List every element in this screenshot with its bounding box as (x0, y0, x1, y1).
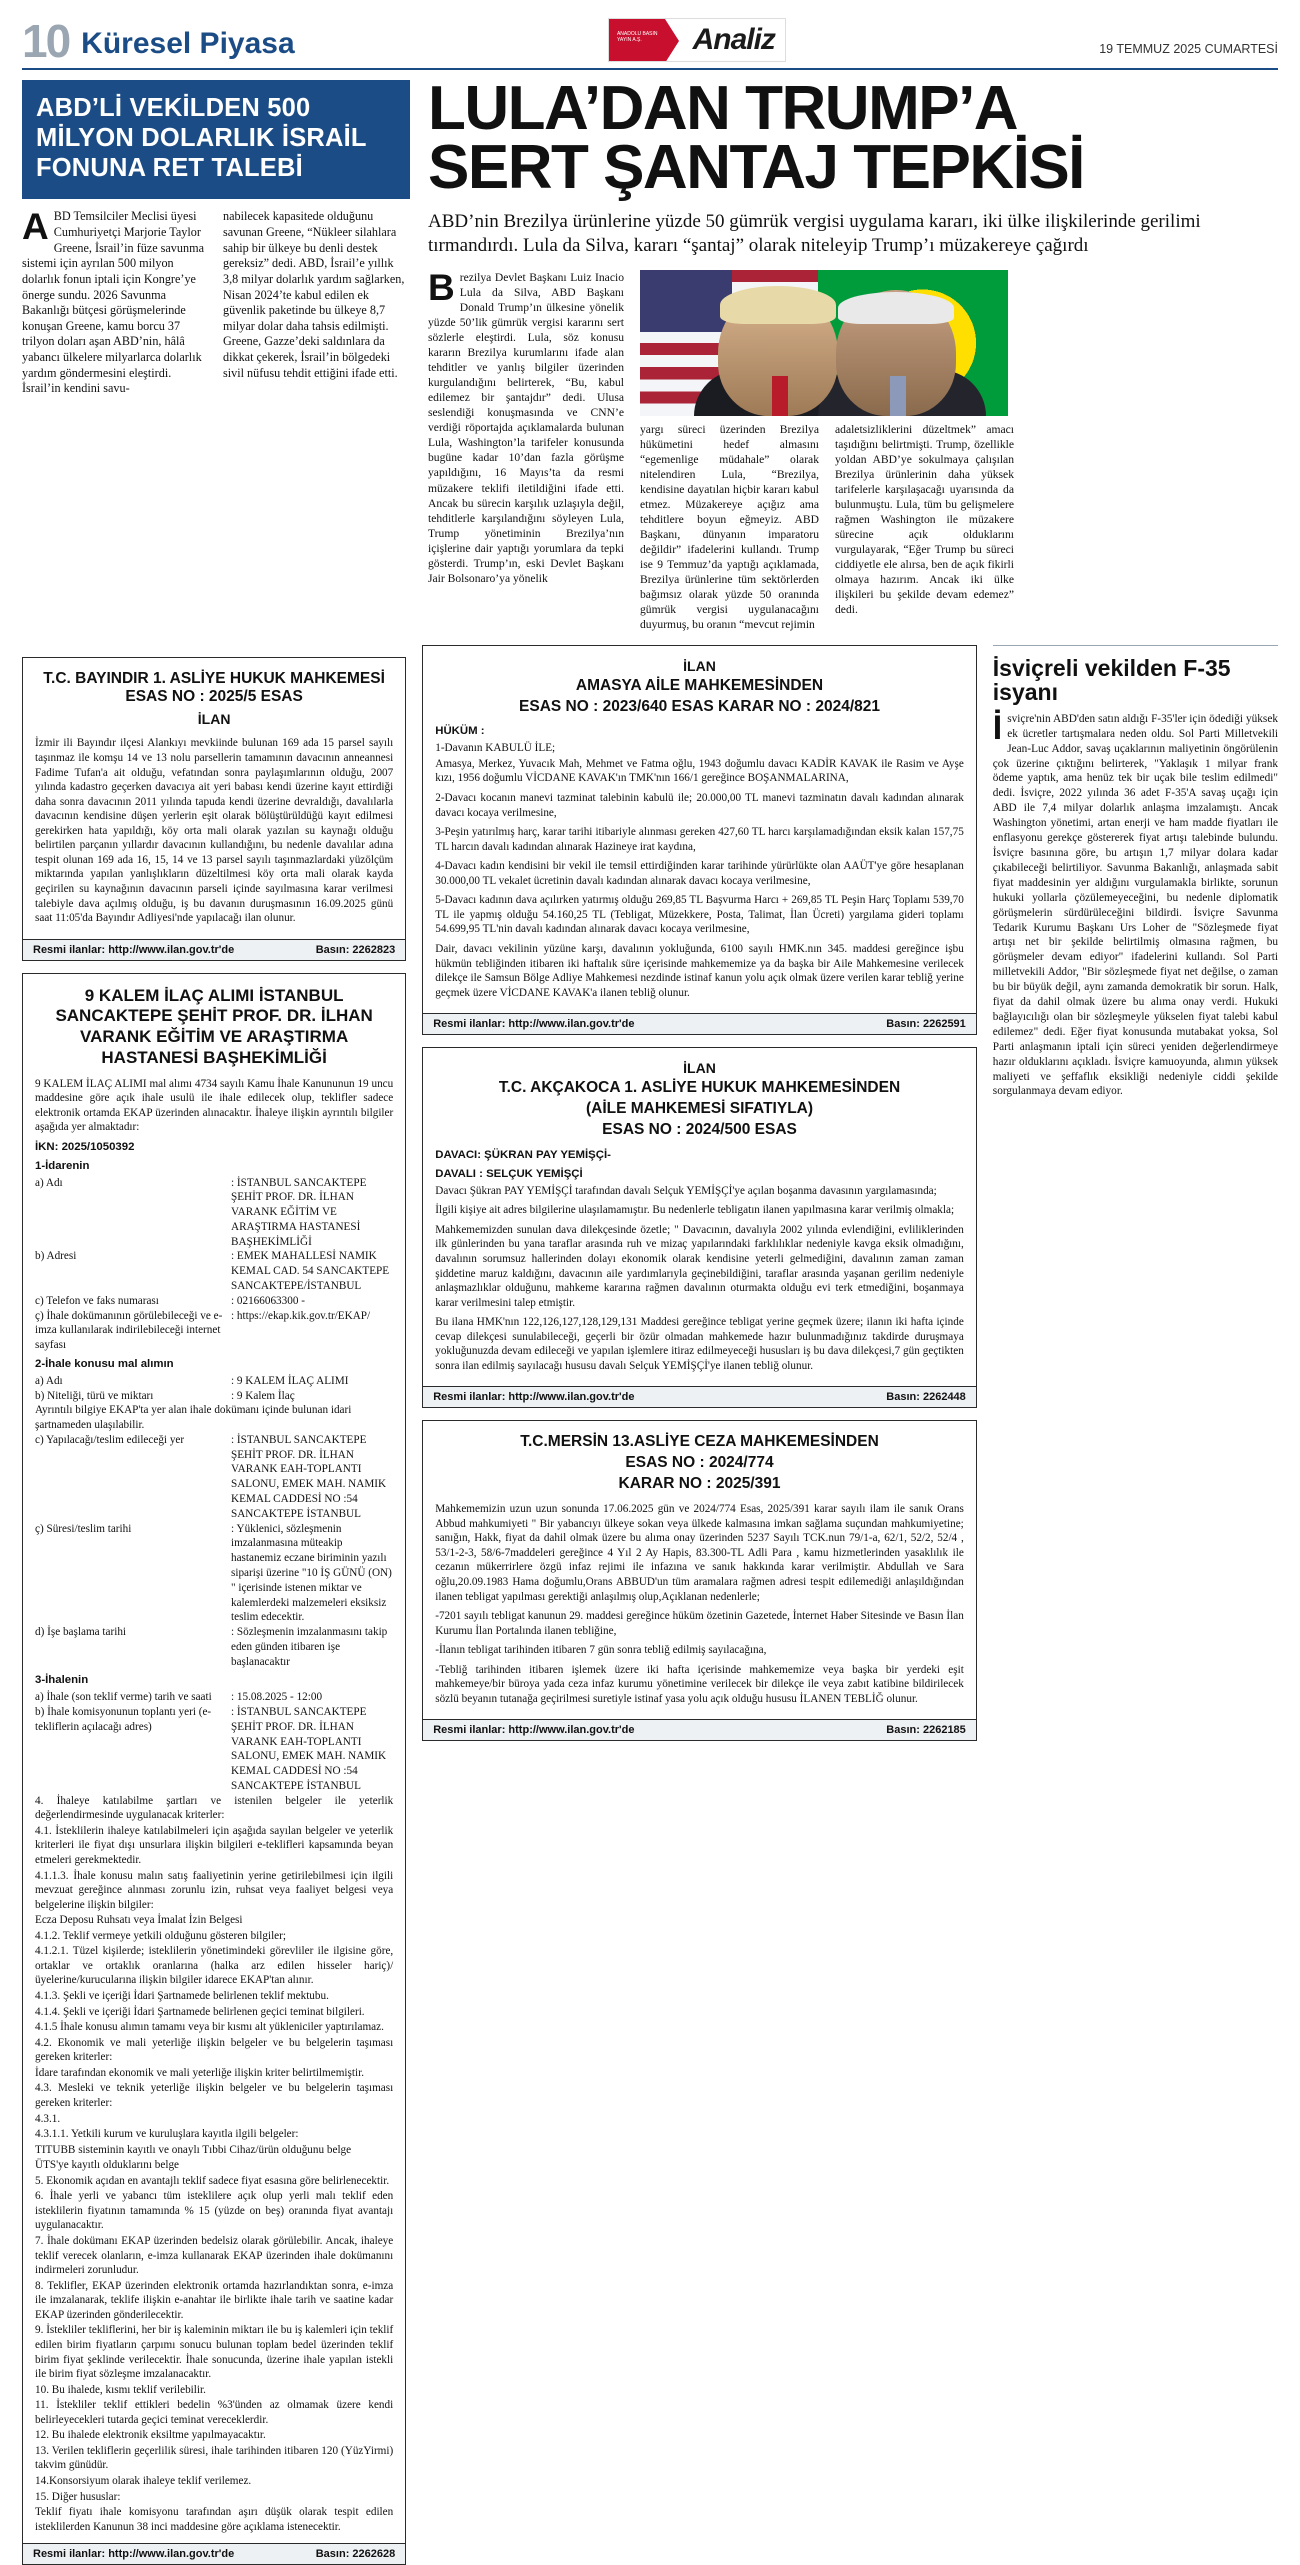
lead-body (22, 206, 410, 396)
notice-ilac-item: 15. Diğer hususlar: (35, 2490, 121, 2503)
kv-value: : İSTANBUL SANCAKTEPE ŞEHİT PROF. DR. İLHAN VARANK EAH-TOPLANTI SALONU, EMEK MAH. NAMIK KEMAL CADDESİ NO :54 SANCAKTEPE İSTANBUL (231, 1706, 387, 1792)
notice-ilac-item: 4.1.2.1. Tüzel kişilerde; isteklilerin yönetimindeki görevliler ile ilgisine göre, ortaklar ve ortaklık oranlarına (halka arz edilen hisseler hariç)/üyelerine/kurucularına ilişkin bilgiler idarece EKAP'tan alınır. (35, 1945, 394, 1987)
notice-bayindir-url[interactable]: Resmi ilanlar: http://www.ilan.gov.tr'de (33, 943, 235, 956)
notice-bayindir (22, 657, 406, 961)
notice-mersin-title-3: KARAR NO : 2025/391 (618, 1475, 781, 1493)
notices-section (22, 645, 1278, 2565)
top-section (22, 74, 1278, 633)
main-story-text-2: yargı süreci üzerinden Brezilya hükümetini hedef almasını “egemenlige müdahale” olarak nitelendiren Lula, “Brezilya, kendisine dayatılan hiçbir kararı kabul etmez. Müzakereye açığız ama tehditlere boyun eğmeyiz. ABD Başkanı, dünyanın imparatoru değildir” ifadelerini kullandı. Trump ise 9 Temmuz’da yaptığı açıklamada, Brezilya ürünlerine tüm sektörlerden bağımsız olarak yüzde 50 oranında gümrük vergisi uygulanacağını duyurmuş, bu oranın “mevcut rejimin (640, 422, 819, 632)
side-story-body: İsviçre'nin ABD'den satın aldığı F-35'ler için ödediği yüksek ek ücretler tartışmalara neden oldu. Sol Parti Milletvekili Jean-Luc Addor, savaş uçaklarının maliyetinin öngörülenin çok üzerine çıktığını belirterek, "Yaklaşık 1 milyar frank ödeme yaptık, ama henüz tek bir uçak bile teslim edilmedi" dedi. İsviçre, 2022 yılında 36 adet F-35'A savaş uçağı için ABD ile 7,4 milyar dolarlık anlaşma imzalamıştı. Ancak Washington yönetimi, artan enerji ve ham madde fiyatları ile enflasyonu gerekçe göstererek fiyat artışı talebinde bulundu. İsviçre basınına göre, bu artışın 1,7 milyar dolara kadar çıkabileceği belirtiliyor. Savunma Bakanlığı, anlaşmada sabit fiyat maddesinin yer aldığını vurgulamakla birlikte, sorunun hukuki yollarla çözülemeyeceğini, bu nedenle diplomatik görüşmelerin sürdürüleceğini bildirdi. İsviçre Savunma Tedarik Kurumu Başkanı Urs Loher de "Sözleşmede fiyat artışı net bir şekilde belirtilmiş olmasına rağmen, bu görüşmeler devam ediyor" ifadelerini kullandı. Sol Parti milletvekili Addor, "Bir sözleşmede fiyat net değilse, o zaman bu bir büyük değil, aynı zamanda demokratik bir sorun. Halk, fiyat da dahil olmak üzere bu alıma onay verdi. Hukuki bağlayıcılığı olan bir sözleşmeyle yükselen fiyat talebi kabul edilemez" dedi. Eğer fiyat konusunda mutabakat yoksa, Sol Parti anlaşmanın iptali için süreci yeniden değerlendirmeye hazır olduklarını açıkladı. İsviçre kamuoyunda, alımın yüksek maliyeti ve şeffaflık eksikliği nedeniyle ciddi şekilde sorgulanmaya devam ediyor. (992, 708, 1278, 1098)
kv-key: b) Niteliği, türü ve miktarı (35, 1389, 154, 1402)
notice-mersin-footer (423, 1719, 976, 1740)
kv-key: c) Telefon ve faks numarası (35, 1294, 159, 1307)
notice-ilac-item: 4.2. Ekonomik ve mali yeterliğe ilişkin belgeler ve bu belgelerin taşıması gereken kriterler: (35, 2036, 394, 2064)
notice-akcakoca-footer (423, 1386, 976, 1407)
notice-akcakoca-body: Mahkememizden sunulan dava dilekçesinde özetle; " Davacının, davalıyla 2002 yılında evlendiğini, evliliklerinden ilk günlerinden bu yana taraflar arasında ruh ve mizaç yapılarındaki farklılıklar nedeniyle kavga eksik olmadığını, davalının sorumsuz hallerinden dolayı ekonomik olarak kendisine yeterli gelmediğini, davalının zaman zaman şiddetine maruz kaldığını, davacının aile yardımlarıyla geçinebildiğini, taraflar arasında yaşanan gerilim nedeniyle anlaşmazlıklar olduğunu, mahkeme kararına rağmen davalının oturmakta olduğu evi terk etmediğini, boşanmaya karar verilmesini talep etmiştir. (435, 1223, 964, 1309)
main-headline-line1: LULA’DAN TRUMP’A (428, 74, 1018, 143)
notice-amasya-item: Dair, davacı vekilinin yüzüne karşı, davalının yokluğunda, 6100 sayılı HMK.nın 345. maddesi gereğince işbu hükmün tebliğinden itibaren iki haftalık süre içerisinde mahkememize ya da başka bir Aile Mahkemesine verilecek dilekçe ile Samsun Bölge Adliye Mahkemesi nezdinde istinaf kanun yolu açık olmak üzere verilen karar tebliğ yerine geçmek üzere VİCDANE KAVAK'a ilanen tebliğ olunur. (435, 943, 964, 999)
main-story-columns (428, 266, 1278, 633)
lead-body-col-2: nabilecek kapasitede olduğunu savunan Greene, “Nükleer silahlara sahip bir ülkeye bu denli destek gereksiz” dedi. ABD, İsrail’e yıllık 3,8 milyar dolarlık yardım sağlarken, Nisan 2024’te kabul edilen ek güvenlik paketinde bu ülkeye 8,7 milyar dolar daha tahsis edilmişti. Greene, Gazze’deki saldınlara da dikkat çekerek, İsrail’in bölgedeki sivil nüfusu tehdit ettiğini ifade etti. (223, 209, 405, 380)
kv-value: : 02166063300 - (231, 1294, 305, 1307)
notice-ilac-item: 12. Bu ihalede elektronik eksiltme yapılmayacaktır. (35, 2429, 266, 2442)
notice-ilac-item: 4.1.5 İhale konusu alımın tamamı veya bir kısmı alt yükleniciler yaptırılamaz. (35, 2021, 384, 2034)
kv-key: d) İşe başlama tarihi (35, 1626, 127, 1639)
notice-akcakoca-body: Bu ilana HMK'nın 122,126,127,128,129,131 Maddesi gereğince tebligat yerine geçmek üzere; ilanın iki hafta içinde cevap dilekçesi sunulabileceği, geçerli bir özür olmadan mahkemede hazır bulunmadığınız takdirde duruşmaya yokluğunuzda devam edileceği ve yapılan işlemlere itiraz edilmeyeceği hususları iş bu dava dilekçesi,7 gün geçtikten sonra ilan edilmiş sayılacağı hususu davalı Selçuk YEMİŞÇİ'ye ilanen tebliğ olunur. (435, 1316, 964, 1372)
notice-ilac-alimi (22, 973, 406, 2565)
notice-amasya (422, 645, 977, 1036)
logo-small-text: ANADOLU BASIN YAYIN A.Ş. (616, 31, 658, 44)
notice-mersin-url[interactable]: Resmi ilanlar: http://www.ilan.gov.tr'de (433, 1724, 635, 1737)
notice-bayindir-title: T.C. BAYINDIR 1. ASLİYE HUKUK MAHKEMESİ ESAS NO : 2025/5 ESAS (43, 669, 385, 706)
side-story-headline: İsviçreli vekilden F-35 isyanı (992, 654, 1231, 705)
lead-body-col-1: ABD Temsilciler Meclisi üyesi Cumhuriyetçi Marjorie Taylor Greene, İsrail’in füze savunma sistemi için ayrılan 500 milyon dolarlık fonun iptali için Kongre’ye önerge sundu. 2026 Savunma Bakanlığı bütçesi görüşmelerinde konuşan Greene, kamu borcu 37 trilyon doları aşan ABD’nin, hâlâ yabancı ülkelere milyarlarca dolarlık yardım göndermesini eleştirdi. İsrail’in kendini savu- (22, 206, 204, 396)
lula-hair-shape (838, 292, 954, 324)
notice-ilac-item: 10. Bu ihalede, kısmı teklif verilebilir. (35, 2383, 206, 2396)
kv-value: : İSTANBUL SANCAKTEPE ŞEHİT PROF. DR. İLHAN VARANK EAH-TOPLANTI SALONU, EMEK MAH. NAMIK KEMAL CADDESİ NO :54 SANCAKTEPE İSTANBUL (231, 1433, 387, 1520)
notice-amasya-title-3: ESAS NO : 2023/640 ESAS KARAR NO : 2024/821 (519, 697, 880, 715)
notice-ilac-item: 6. İhale yerli ve yabancı tüm isteklilere açık olup yerli malı teklif eden isteklilerin fiyatının tamamında % 15 (yüzde on beş) oranında fiyat avantajı uygulanacaktır. (35, 2190, 394, 2232)
notice-akcakoca-title-4: ESAS NO : 2024/500 ESAS (602, 1121, 797, 1139)
page-number: 10 (22, 14, 70, 67)
notice-mersin-title-2: ESAS NO : 2024/774 (625, 1454, 774, 1472)
notices-center-column (422, 645, 977, 1742)
kv-value: : 15.08.2025 - 12:00 (231, 1691, 323, 1704)
kv-value: : EMEK MAHALLESİ NAMIK KEMAL CAD. 54 SANCAKTEPE SANCAKTEPE/İSTANBUL (231, 1250, 390, 1293)
notice-bayindir-subtitle: İLAN (197, 711, 231, 728)
main-story-text-1: Brezilya Devlet Başkanı Luiz Inacio Lula da Silva, ABD Başkanı Donald Trump’ın ülkesine yönelik yüzde 50’lik gümrük vergisi kararını sert sözlerle eleştirdi. Lula, söz konusu kararın Brezilya kurumlarını ifade alan tehditler ve yanlış bilgiler üzerinden kurgulandığını belirterek, “Bu, kabul edilemez bir şantajdır” dedi. Ulusa seslendiği konuşmasında ve CNN’e verdiği röportajda açıklamalarda bulunan Lula, Washington’la tarifeler konusunda bugüne kadar 10’dan fazla görüşme yapıldığını, 16 Mayıs’ta da resmi müzakere teklifi iletildiğini ifade etti. Ancak bu sürecin karşılık uzlaşıyla değil, tehditlerle karşılandığını söyleyen Lula, Trump yönetiminin Brezilya’nın içişlerine dair yaptığı yorumlara da tepki gösterdi. Trump’ın, eski Devlet Başkanı Jair Bolsonaro’ya yönelik (428, 266, 624, 585)
notice-ilac-section-3: 3-İhalenin (35, 1674, 89, 1687)
notice-ilac-item: 4.1.3. Şekli ve içeriği İdari Şartnamede belirlenen teklif mektubu. (35, 1990, 329, 2003)
main-subheadline: ABD’nin Brezilya ürünlerine yüzde 50 gümrük vergisi uygulama kararı, iki ülke ilişkilerinde gerilimi tırmandırdı. Lula da Silva, kararı “şantaj” olarak niteleyip Trump’ı müzakereye çağırdı (428, 210, 1201, 256)
notice-bayindir-body: İzmir ili Bayındır ilçesi Alankıyı mevkiinde bulunan 169 ada 15 parsel sayılı taşınmaz ile komşu 14 ve 13 nolu parsellerin tamamının davacının anneannesi Fadime Tufan'a ait olduğu, vefatından sonra paylaşımlarının olduğu, 2007 yılında kadastro geçerken davacıya ait yeri babası kendi üzerine kayıt ettirdiği daha sonra davacının 2011 yılında tapuda kendi üzerine devraldığı, davalılarla davacının kendisine düşen yerlerin eşit olarak bölüştürüldüğü kayıt edilmesi gerekirken hata yapıldığı, köy orta mali olarak yazılan su kaynağı olduğu belirtilen parçanın yıllardır davacının kullandığını, bu nedenle davalılar adına tespit olunan 169 ada 16, 15, 14 ve 13 parsel sayılı taşınmazlardaki yüzölçüm miktarında yapılan yanlışlıkların düzeltilmesi köy orta mali olarak kayda geçirilen su kaynağının davacının parseli içinde sayılmasına karar verilmesi talebiyle dava açılmış olduğu, iş bu davanın duruşmasının 16.09.2025 günü saat 11:05'da Bayındır Adliyesi'nde yapılacağı ilan olunur. (35, 737, 394, 925)
logo-wrapper (307, 18, 1088, 62)
notice-amasya-title-2: AMASYA AİLE MAHKEMESİNDEN (575, 676, 824, 694)
notice-ilac-item: 13. Verilen tekliflerin geçerlilik süresi, ihale tarihinden itibaren 120 (YüzYirmi) takvim günüdür. (35, 2444, 394, 2472)
kv-key: b) İhale komisyonunun toplantı yeri (e-tekliflerin açılacağı adres) (35, 1706, 212, 1733)
notice-amasya-item: 2-Davacı kocanın manevi tazminat talebinin kabulü ile; 20.000,00 TL manevi tazminatın davalı kadından alınarak davacı kocaya verilmesine, (435, 791, 964, 819)
notice-ilac-url[interactable]: Resmi ilanlar: http://www.ilan.gov.tr'de (33, 2548, 235, 2561)
kv-key: ç) İhale dokümanının görülebileceği ve e-imza kullanılarak indirilebileceği internet sayfası (35, 1309, 223, 1352)
notice-mersin-basin: Basın: 2262185 (886, 1724, 966, 1737)
notice-akcakoca-url[interactable]: Resmi ilanlar: http://www.ilan.gov.tr'de (433, 1391, 635, 1404)
main-story-sub-columns (640, 422, 1014, 633)
logo-brand-text: Analiz (692, 23, 775, 56)
notice-ilac-title: 9 KALEM İLAÇ ALIMI İSTANBUL SANCAKTEPE ŞEHİT PROF. DR. İLHAN VARANK EĞİTİM VE ARAŞTIRMA HASTANESİ BAŞHEKİMLİĞİ (55, 985, 373, 1067)
notice-mersin (422, 1420, 977, 1741)
lead-headline: ABD’Lİ VEKİLDEN 500 MİLYON DOLARLIK İSRAİL FONUNA RET TALEBİ (36, 94, 367, 182)
notices-left-column (22, 645, 406, 2565)
kv-value: : İSTANBUL SANCAKTEPE ŞEHİT PROF. DR. İLHAN VARANK EĞİTİM VE ARAŞTIRMA HASTANESİ BAŞHEKİMLİĞİ (231, 1176, 367, 1248)
notice-ilac-footer (23, 2543, 405, 2564)
notice-amasya-item: Amasya, Merkez, Yuvacık Mah, Mehmet ve Fatma oğlu, 1943 doğumlu davacı KADİR KAVAK ile Rasim ve Ayşe kızı, 1956 doğumlu VİCDANE KAVAK'ın TMK'nın 166/1 gereğince BOŞANMALARINA, (435, 757, 964, 785)
notice-ilac-section-1: 1-İdarenin (35, 1159, 90, 1172)
kv-value: : Sözleşmenin imzalanmasını takip eden günden itibaren işe başlanacaktır (231, 1626, 388, 1668)
notice-akcakoca-davaci: DAVACI: ŞÜKRAN PAY YEMİŞÇİ- (435, 1149, 611, 1162)
main-story-photo-and-cols (640, 270, 1014, 633)
notice-akcakoca-basin: Basın: 2262448 (886, 1391, 966, 1404)
notice-ilac-section-2: 2-İhale konusu mal alımın (35, 1357, 174, 1370)
analiz-logo (608, 18, 786, 62)
main-story-text-3: adaletsizliklerini düzeltmek” amacı taşıdığını belirtmişti. Trump, özellikle yoldan ABD’ye sokulmaya çalışılan Brezilya ürünlerinin daha yüksek tarifelerle karşılaşacağı uyarısında da bulunmuştu. Lula, tüm bu gelişmelere rağmen Washington ile müzakere sürecine açık olduklarını vurgulayarak, “Eğer Trump bu süreci ciddiyetle ele alırsa, ben de açık fikirli olmaya hazırım. Ancak iki ülke ilişkileri bu şekilde devam edemez” dedi. (835, 422, 1014, 617)
notice-akcakoca-title-3: (AİLE MAHKEMESİ SIFATIYLA) (585, 1100, 814, 1118)
notice-akcakoca-title-1: İLAN (683, 1060, 716, 1077)
kv-key: b) Adresi (35, 1250, 77, 1263)
notice-akcakoca-davali: DAVALI : SELÇUK YEMİŞÇİ (435, 1167, 583, 1180)
notice-ilac-item: 14.Konsorsiyum olarak ihaleye teklif verilemez. (35, 2475, 252, 2488)
notice-ilac-item: 4.3.1.1. Yetkili kurum ve kuruluşlara kayıtla ilgili belgeler: (35, 2128, 299, 2141)
notice-ilac-item: 7. İhale dokümanı EKAP üzerinden bedelsiz olarak görülebilir. Ancak, ihaleye teklif verecek olanların, e-imza kullanarak EKAP üzerinden ihale dokümanını indirmeleri zorunludur. (35, 2235, 394, 2277)
notice-ilac-item: İdare tarafından ekonomik ve mali yeterliğe ilişkin kriter belirtilmemiştir. (35, 2066, 364, 2079)
notice-amasya-basin: Basın: 2262591 (886, 1018, 966, 1031)
kv-key: a) İhale (son teklif verme) tarih ve saati (35, 1691, 212, 1704)
notice-ilac-item: TITUBB sisteminin kayıtlı ve onaylı Tıbbi Cihaz/ürün olduğunu belge (35, 2143, 352, 2156)
trump-tie-shape (772, 376, 788, 416)
notice-mersin-title-1: T.C.MERSİN 13.ASLİYE CEZA MAHKEMESİNDEN (520, 1433, 879, 1451)
notice-ilac-item: 4.1.4. Şekli ve içeriği İdari Şartnamede belirlenen geçici teminat bilgileri. (35, 2005, 365, 2018)
notice-ilac-item: 4.3. Mesleki ve teknik yeterliğe ilişkin belgeler ve bu belgelerin taşıması gereken kriterler: (35, 2082, 394, 2109)
kv-value: : 9 Kalem İlaç (231, 1389, 295, 1402)
notice-ilac-item: 4.1.2. Teklif vermeye yetkili olduğunu gösteren bilgiler; (35, 1929, 286, 1942)
lead-article-column (22, 80, 410, 633)
notice-amasya-footer (423, 1013, 976, 1034)
main-headline-line2: SERT ŞANTAJ TEPKİSİ (428, 132, 1084, 202)
notice-akcakoca-body: Davacı Şükran PAY YEMİŞÇİ tarafından davalı Selçuk YEMİŞÇİ'ye açılan boşanma davasının yargılamasında; (435, 1184, 937, 1197)
main-article-column (428, 74, 1278, 633)
notice-amasya-item: 1-Davanın KABULÜ İLE; (435, 742, 556, 755)
notice-ilac-ikn: İKN: 2025/1050392 (35, 1140, 135, 1153)
notice-mersin-body: -Tebliğ tarihinden itibaren işlemek üzere iki hafta içerisinde mahkememize veya başka bir yerdeki eşit mahkemeye/bir büroya yada ceza infaz kurumu yönetimine verilecek bir dilekçe ile veya zabıt katibine bildirilecek sözlü beyanın tutanağa geçirilmesi suretiyle istinaf yasa yolu açık olduğu hususu İLANEN TEBLİĞ olunur. (435, 1663, 964, 1705)
notice-ilac-rows-2 (35, 1374, 393, 1670)
notice-ilac-item: Ecza Deposu Ruhsatı veya İmalat İzin Belgesi (35, 1914, 243, 1927)
notice-bayindir-basin: Basın: 2262823 (315, 943, 396, 956)
kv-key: ç) Süresi/teslim tarihi (35, 1522, 132, 1535)
notice-amasya-item: 3-Peşin yatırılmış harç, karar tarihi itibariyle alınması gereken 427,60 TL harcı karşılamadığından eksik kalan 157,75 TL harcın davalı kadından alınarak Hazineye irat kaydına, (435, 826, 964, 853)
masthead (22, 0, 1278, 67)
lula-tie-shape (890, 376, 906, 416)
kv-value: Ayrıntılı bilgiye EKAP'ta yer alan ihale dokümanı içinde bulunan idari şartnameden ulaşılabilir. (35, 1404, 352, 1432)
notice-mersin-body: -İlanın tebligat tarihinden itibaren 7 gün sonra tebliğ edilmiş sayılacağına, (435, 1644, 767, 1657)
trump-hair-shape (720, 286, 836, 324)
notice-ilac-item: 8. Teklifler, EKAP üzerinden elektronik ortamda hazırlandıktan sonra, e-imza ile imzalanarak, teklife ilişkin e-anahtar ile birlikte ihale tarih ve saatine kadar EKAP üzerinden gönderilecektir. (35, 2279, 394, 2321)
kv-key: c) Yapılacağı/teslim edileceği yer (35, 1433, 185, 1446)
notice-ilac-item: ÜTS'ye kayıtlı olduklarını belge (35, 2159, 180, 2172)
notice-mersin-body: Mahkememizin uzun uzun sonunda 17.06.2025 gün ve 2024/774 Esas, 2025/391 karar sayılı ilam ile sanık Orans Abbud mahkumiyeti " Bir yabancıyı ülkeye sokan veya ülkede kalmasına imkan sağlama suçundan mahkumiyetine; sanığın, Hakk, fiyat da dahil olmak üzere bu alıma onay üzerinden 5237 Sayılı TCK.nun 79/1-a, 62/1, 52/2, 52/4 , 53/1-2-3, 58/6-7maddeleri gereğince 4 Yıl 2 Ay Hapis, 83.300-TL Adli Para , kamu hizmetlerinden yasaklılık ile cezanın mükerrirlere özgü infaz rejimi ile infazına ve sanık hakkında karar verilmiştir. Abdullah ve Sara oğlu,20.09.1983 Hama doğumlu,Orans ABBUD'un tüm aramalara rağmen adresi tespit edilemediği anlaşıldığından ilanen tebligat yapılması gerektiği anlaşılmış olup,Açıklanan nedenlerle; (435, 1503, 964, 1603)
side-story-column (993, 645, 1278, 1100)
notice-ilac-item: 11. İstekliler teklif ettikleri bedelin %3'ünden az olmamak üzere kendi belirleyecekleri tutarda geçici teminat vereceklerdir. (35, 2399, 394, 2426)
lead-headline-box (22, 80, 410, 199)
notice-akcakoca-body: İlgili kişiye ait adres bilgilerine ulaşılamamıştır. Bu nedenlerle tebligatın ilanen yapılmasına karar verilmiş olmakla; (435, 1204, 955, 1217)
main-story-col-1 (428, 266, 624, 633)
notice-ilac-item: 4.3.1. (35, 2112, 61, 2125)
notice-amasya-item: 5-Davacı kadının dava açılırken yatırmış olduğu 269,85 TL Başvurma Harcı + 269,85 TL Peşin Harç Toplamı 539,70 TL ile yapmış olduğu 54.160,25 TL (Tebligat, Müzekkere, Posta, Talimat, İlan Ücreti) yargılama gideri toplamı 54.699,95 TL'nin davalı kadından alınarak davacı kocaya verilmesine, (435, 894, 964, 936)
publication-date: 19 TEMMUZ 2025 CUMARTESİ (1099, 42, 1278, 56)
notice-ilac-intro: 9 KALEM İLAÇ ALIMI mal alımı 4734 sayılı Kamu İhale Kanununun 19 uncu maddesine göre açık ihale usulü ile ihale edilecek olup, teklifler sadece elektronik ortamda EKAP üzerinden alınacaktır. İhaleye ilişkin ayrıntılı bilgiler aşağıda yer almaktadır: (35, 1077, 394, 1134)
kv-value: : https://ekap.kik.gov.tr/EKAP/ (231, 1309, 371, 1322)
notice-mersin-body: -7201 sayılı tebligat kanunun 29. maddesi gereğince hüküm özetinin Gazetede, İnternet Haber Sitesinde ve Basın İlan Kurumu İlan Portalında ilanen tebliğine, (435, 1610, 964, 1637)
trump-lula-photo (640, 270, 1008, 416)
notice-ilac-item: 9. İstekliler tekliflerini, her bir iş kaleminin miktarı ile bu iş kalemleri için teklif edilen birim fiyatların çarpımı sonucu bulunan toplam bedel üzerinden teklif birim fiyat şeklinde verilecektir. İhale sonucunda, üzerine ihale yapılan istekli ile birim fiyat sözleşme imzalanacaktır. (35, 2324, 394, 2381)
kv-value: : Yüklenici, sözleşmenin imzalanmasına müteakip hastanemiz eczane biriminin yazılı siparişi üzerine "10 İŞ GÜNÜ (ON) " içerisinde istenen miktar ve kalemlerdeki malzemeleri eksiksiz teslim edecektir. (231, 1522, 392, 1624)
notice-ilac-item: 5. Ekonomik açıdan en avantajlı teklif sadece fiyat esasına göre belirlenecektir. (35, 2174, 390, 2187)
notice-akcakoca-title-2: T.C. AKÇAKOCA 1. ASLİYE HUKUK MAHKEMESİNDEN (498, 1079, 901, 1097)
notice-bayindir-footer (23, 939, 405, 960)
notice-akcakoca (422, 1047, 977, 1408)
notice-ilac-item: 4. İhaleye katılabilme şartları ve istenilen belgeler ile yeterlik değerlendirmesinde uygulanacak kriterler: (35, 1794, 394, 1822)
kv-key: a) Adı (35, 1374, 63, 1387)
masthead-divider (22, 68, 1278, 70)
notice-amasya-url[interactable]: Resmi ilanlar: http://www.ilan.gov.tr'de (433, 1018, 635, 1031)
kv-value: : 9 KALEM İLAÇ ALIMI (231, 1374, 349, 1387)
side-story-top-rule (993, 645, 1278, 646)
notice-ilac-item: Teklif fiyatı ihale komisyonu tarafından aşırı düşük olarak tespit edilen isteklilerden Kanunun 38 inci maddesine göre açıklama istenecektir. (35, 2506, 394, 2533)
notice-ilac-item: 4.1.1.3. İhale konusu malın satış faaliyetinin yerine getirilebilmesi için ilgili mevzuat gereğince alınması zorunlu izin, ruhsat veya faaliyet belgesi veya belgelerine ilişkin bilgiler: (35, 1869, 394, 1911)
notice-ilac-item: 4.1. İsteklilerin ihaleye katılabilmeleri için aşağıda sayılan belgeler ve yeterlik kriterleri ile fiyat dışı unsurlara ilişkin bilgileri e-teklifleri kapsamında beyan etmeleri gerekmektedir. (35, 1824, 394, 1866)
notice-ilac-rows-1 (35, 1176, 393, 1353)
notice-ilac-rows-3 (35, 1690, 393, 1793)
notice-amasya-item: 4-Davacı kadın kendisini bir vekil ile temsil ettirdiğinden karar tarihinde yürürlükte olan AAÜT'ye göre hesaplanan 30.000,00 TL vekalet ücretinin davalı kadından alınarak davacı kocaya verilmesine, (435, 860, 964, 887)
notice-ilac-basin: Basın: 2262628 (315, 2548, 396, 2561)
notice-amasya-title-1: İLAN (683, 657, 716, 674)
section-title: Küresel Piyasa (81, 27, 295, 60)
notice-amasya-hukum-label: HÜKÜM : (435, 725, 485, 738)
kv-key: a) Adı (35, 1176, 63, 1189)
